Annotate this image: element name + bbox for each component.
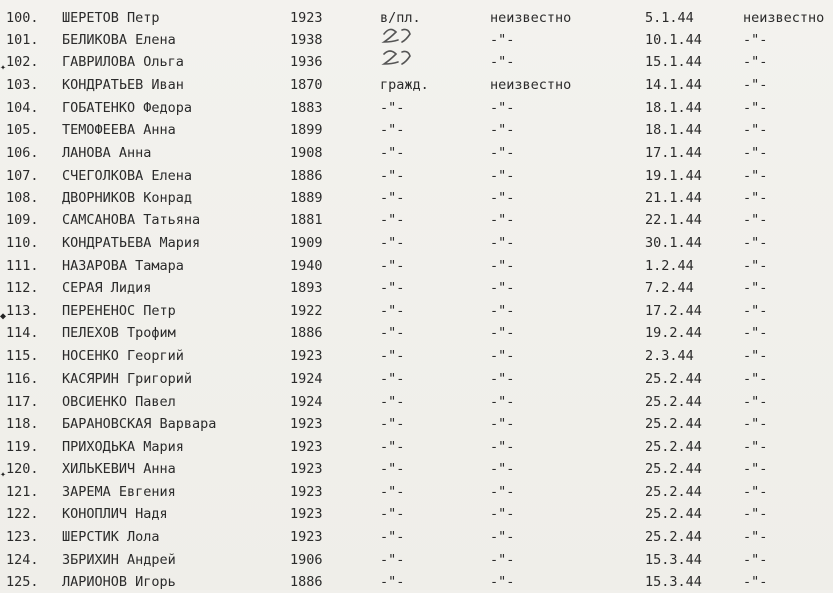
birth-year: 1922 [290, 303, 323, 319]
birth-year: 1923 [290, 416, 323, 432]
entry-number: 112. [6, 280, 39, 296]
last-cell: неизвестно [743, 10, 825, 26]
status-cell: -"- [380, 574, 405, 590]
fate-cell: -"- [490, 145, 515, 161]
entry-number: 120. [6, 461, 39, 477]
person-name: ХИЛЬКЕВИЧ Анна [62, 461, 176, 477]
entry-number: 124. [6, 552, 39, 568]
birth-year: 1886 [290, 168, 323, 184]
date-cell: 5.1.44 [645, 10, 694, 26]
date-cell: 17.1.44 [645, 145, 702, 161]
last-cell: -"- [743, 54, 768, 70]
date-cell: 15.3.44 [645, 574, 702, 590]
last-cell: -"- [743, 394, 768, 410]
date-cell: 25.2.44 [645, 461, 702, 477]
birth-year: 1906 [290, 552, 323, 568]
status-cell: в/пл. [380, 10, 421, 26]
person-name: КОНОПЛИЧ Надя [62, 506, 168, 522]
birth-year: 1923 [290, 439, 323, 455]
person-name: БЕЛИКОВА Елена [62, 32, 176, 48]
birth-year: 1899 [290, 122, 323, 138]
status-cell: гражд. [380, 77, 429, 93]
entry-number: 101. [6, 32, 39, 48]
table-row [0, 187, 833, 209]
status-cell: -"- [380, 506, 405, 522]
birth-year: 1889 [290, 190, 323, 206]
status-cell: -"- [380, 529, 405, 545]
fate-cell: -"- [490, 280, 515, 296]
table-row [0, 458, 833, 480]
last-cell: -"- [743, 235, 768, 251]
last-cell: -"- [743, 484, 768, 500]
table-row [0, 209, 833, 231]
status-cell: -"- [380, 552, 405, 568]
last-cell: -"- [743, 574, 768, 590]
last-cell: -"- [743, 122, 768, 138]
last-cell: -"- [743, 145, 768, 161]
last-cell: -"- [743, 258, 768, 274]
fate-cell: -"- [490, 416, 515, 432]
person-name: СЧЕГОЛКОВА Елена [62, 168, 193, 184]
person-name: ГАВРИЛОВА Ольга [62, 54, 184, 70]
date-cell: 25.2.44 [645, 416, 702, 432]
date-cell: 25.2.44 [645, 484, 702, 500]
fate-cell: -"- [490, 325, 515, 341]
date-cell: 18.1.44 [645, 122, 702, 138]
last-cell: -"- [743, 416, 768, 432]
fate-cell: -"- [490, 371, 515, 387]
entry-number: 118. [6, 416, 39, 432]
entry-number: 121. [6, 484, 39, 500]
date-cell: 18.1.44 [645, 100, 702, 116]
person-name: ПЕРЕНЕНОС Петр [62, 303, 176, 319]
date-cell: 25.2.44 [645, 529, 702, 545]
entry-number: 119. [6, 439, 39, 455]
person-name: ПРИХОДЬКА Мария [62, 439, 184, 455]
last-cell: -"- [743, 325, 768, 341]
table-row [0, 322, 833, 344]
birth-year: 1940 [290, 258, 323, 274]
fate-cell: -"- [490, 235, 515, 251]
date-cell: 10.1.44 [645, 32, 702, 48]
fate-cell: неизвестно [490, 10, 572, 26]
status-cell: -"- [380, 371, 405, 387]
birth-year: 1923 [290, 506, 323, 522]
birth-year: 1886 [290, 574, 323, 590]
last-cell: -"- [743, 303, 768, 319]
date-cell: 25.2.44 [645, 394, 702, 410]
birth-year: 1924 [290, 394, 323, 410]
last-cell: -"- [743, 371, 768, 387]
entry-number: 102. [6, 54, 39, 70]
status-cell: -"- [380, 416, 405, 432]
entry-number: 110. [6, 235, 39, 251]
entry-number: 117. [6, 394, 39, 410]
person-name: ЗАРЕМА Евгения [62, 484, 176, 500]
date-cell: 19.2.44 [645, 325, 702, 341]
last-cell: -"- [743, 348, 768, 364]
entry-number: 103. [6, 77, 39, 93]
table-row [0, 51, 833, 73]
date-cell: 25.2.44 [645, 439, 702, 455]
birth-year: 1923 [290, 461, 323, 477]
status-cell: -"- [380, 100, 405, 116]
last-cell: -"- [743, 100, 768, 116]
birth-year: 1923 [290, 10, 323, 26]
person-name: ЛАНОВА Анна [62, 145, 152, 161]
status-cell: -"- [380, 394, 405, 410]
person-name: ДВОРНИКОВ Конрад [62, 190, 193, 206]
birth-year: 1886 [290, 325, 323, 341]
person-name: САМСАНОВА Татьяна [62, 212, 201, 228]
status-cell: -"- [380, 258, 405, 274]
fate-cell: -"- [490, 552, 515, 568]
entry-number: 122. [6, 506, 39, 522]
status-cell: -"- [380, 280, 405, 296]
birth-year: 1870 [290, 77, 323, 93]
table-row [0, 345, 833, 367]
birth-year: 1923 [290, 348, 323, 364]
table-row [0, 481, 833, 503]
last-cell: -"- [743, 506, 768, 522]
last-cell: -"- [743, 190, 768, 206]
person-name: БАРАНОВСКАЯ Варвара [62, 416, 217, 432]
date-cell: 15.1.44 [645, 54, 702, 70]
table-row [0, 413, 833, 435]
fate-cell: -"- [490, 190, 515, 206]
birth-year: 1908 [290, 145, 323, 161]
entry-number: 114. [6, 325, 39, 341]
fate-cell: -"- [490, 461, 515, 477]
table-row [0, 503, 833, 525]
date-cell: 15.3.44 [645, 552, 702, 568]
birth-year: 1923 [290, 529, 323, 545]
last-cell: -"- [743, 32, 768, 48]
table-row [0, 165, 833, 187]
entry-number: 113. [6, 303, 39, 319]
table-row [0, 277, 833, 299]
status-cell: -"- [380, 235, 405, 251]
last-cell: -"- [743, 212, 768, 228]
date-cell: 22.1.44 [645, 212, 702, 228]
person-name: НАЗАРОВА Тамара [62, 258, 184, 274]
last-cell: -"- [743, 168, 768, 184]
birth-year: 1881 [290, 212, 323, 228]
entry-number: 125. [6, 574, 39, 590]
person-name: КОНДРАТЬЕВА Мария [62, 235, 201, 251]
date-cell: 30.1.44 [645, 235, 702, 251]
fate-cell: -"- [490, 484, 515, 500]
fate-cell: -"- [490, 212, 515, 228]
entry-number: 108. [6, 190, 39, 206]
date-cell: 21.1.44 [645, 190, 702, 206]
fate-cell: -"- [490, 100, 515, 116]
entry-number: 104. [6, 100, 39, 116]
entry-number: 107. [6, 168, 39, 184]
date-cell: 17.2.44 [645, 303, 702, 319]
last-cell: -"- [743, 280, 768, 296]
table-row [0, 391, 833, 413]
person-name: НОСЕНКО Георгий [62, 348, 184, 364]
margin-mark: ◆ [0, 311, 7, 322]
status-cell: -"- [380, 325, 405, 341]
entry-number: 105. [6, 122, 39, 138]
fate-cell: -"- [490, 348, 515, 364]
fate-cell: -"- [490, 258, 515, 274]
birth-year: 1883 [290, 100, 323, 116]
entry-number: 109. [6, 212, 39, 228]
date-cell: 7.2.44 [645, 280, 694, 296]
fate-cell: -"- [490, 574, 515, 590]
table-row [0, 29, 833, 51]
fate-cell: -"- [490, 506, 515, 522]
birth-year: 1893 [290, 280, 323, 296]
status-cell: -"- [380, 212, 405, 228]
fate-cell: -"- [490, 54, 515, 70]
table-row [0, 119, 833, 141]
date-cell: 25.2.44 [645, 506, 702, 522]
person-name: ЛАРИОНОВ Игорь [62, 574, 176, 590]
table-row [0, 7, 833, 29]
person-name: КАСЯРИН Григорий [62, 371, 193, 387]
date-cell: 1.2.44 [645, 258, 694, 274]
person-name: ТЕМОФЕЕВА Анна [62, 122, 176, 138]
status-cell: -"- [380, 348, 405, 364]
birth-year: 1938 [290, 32, 323, 48]
fate-cell: -"- [490, 439, 515, 455]
fate-cell: -"- [490, 303, 515, 319]
person-name: ШЕРЕТОВ Петр [62, 10, 160, 26]
birth-year: 1936 [290, 54, 323, 70]
status-cell: -"- [380, 190, 405, 206]
date-cell: 2.3.44 [645, 348, 694, 364]
status-cell: -"- [380, 122, 405, 138]
fate-cell: -"- [490, 529, 515, 545]
fate-cell: неизвестно [490, 77, 572, 93]
person-name: КОНДРАТЬЕВ Иван [62, 77, 184, 93]
entry-number: 123. [6, 529, 39, 545]
birth-year: 1924 [290, 371, 323, 387]
person-name: ОВСИЕНКО Павел [62, 394, 176, 410]
entry-number: 115. [6, 348, 39, 364]
table-row [0, 436, 833, 458]
last-cell: -"- [743, 461, 768, 477]
birth-year: 1909 [290, 235, 323, 251]
fate-cell: -"- [490, 168, 515, 184]
margin-mark: ✦ [0, 62, 7, 73]
margin-mark: ✦ [0, 469, 7, 480]
date-cell: 14.1.44 [645, 77, 702, 93]
status-cell: -"- [380, 168, 405, 184]
table-row [0, 142, 833, 164]
person-name: ПЕЛЕХОВ Трофим [62, 325, 176, 341]
status-cell: -"- [380, 303, 405, 319]
status-cell: -"- [380, 461, 405, 477]
fate-cell: -"- [490, 32, 515, 48]
table-row [0, 255, 833, 277]
table-row [0, 368, 833, 390]
fate-cell: -"- [490, 122, 515, 138]
person-name: СЕРАЯ Лидия [62, 280, 152, 296]
table-row [0, 97, 833, 119]
table-row [0, 300, 833, 322]
birth-year: 1923 [290, 484, 323, 500]
last-cell: -"- [743, 439, 768, 455]
entry-number: 111. [6, 258, 39, 274]
last-cell: -"- [743, 529, 768, 545]
date-cell: 25.2.44 [645, 371, 702, 387]
person-name: ГОБАТЕНКО Федора [62, 100, 193, 116]
person-name: ЗБРИХИН Андрей [62, 552, 176, 568]
last-cell: -"- [743, 77, 768, 93]
table-row [0, 549, 833, 571]
entry-number: 106. [6, 145, 39, 161]
table-row [0, 526, 833, 548]
status-cell: -"- [380, 484, 405, 500]
last-cell: -"- [743, 552, 768, 568]
fate-cell: -"- [490, 394, 515, 410]
date-cell: 19.1.44 [645, 168, 702, 184]
status-cell: -"- [380, 439, 405, 455]
person-name: ШЕРСТИК Лола [62, 529, 160, 545]
table-row [0, 74, 833, 96]
status-cell: -"- [380, 145, 405, 161]
table-row [0, 232, 833, 254]
entry-number: 100. [6, 10, 39, 26]
entry-number: 116. [6, 371, 39, 387]
